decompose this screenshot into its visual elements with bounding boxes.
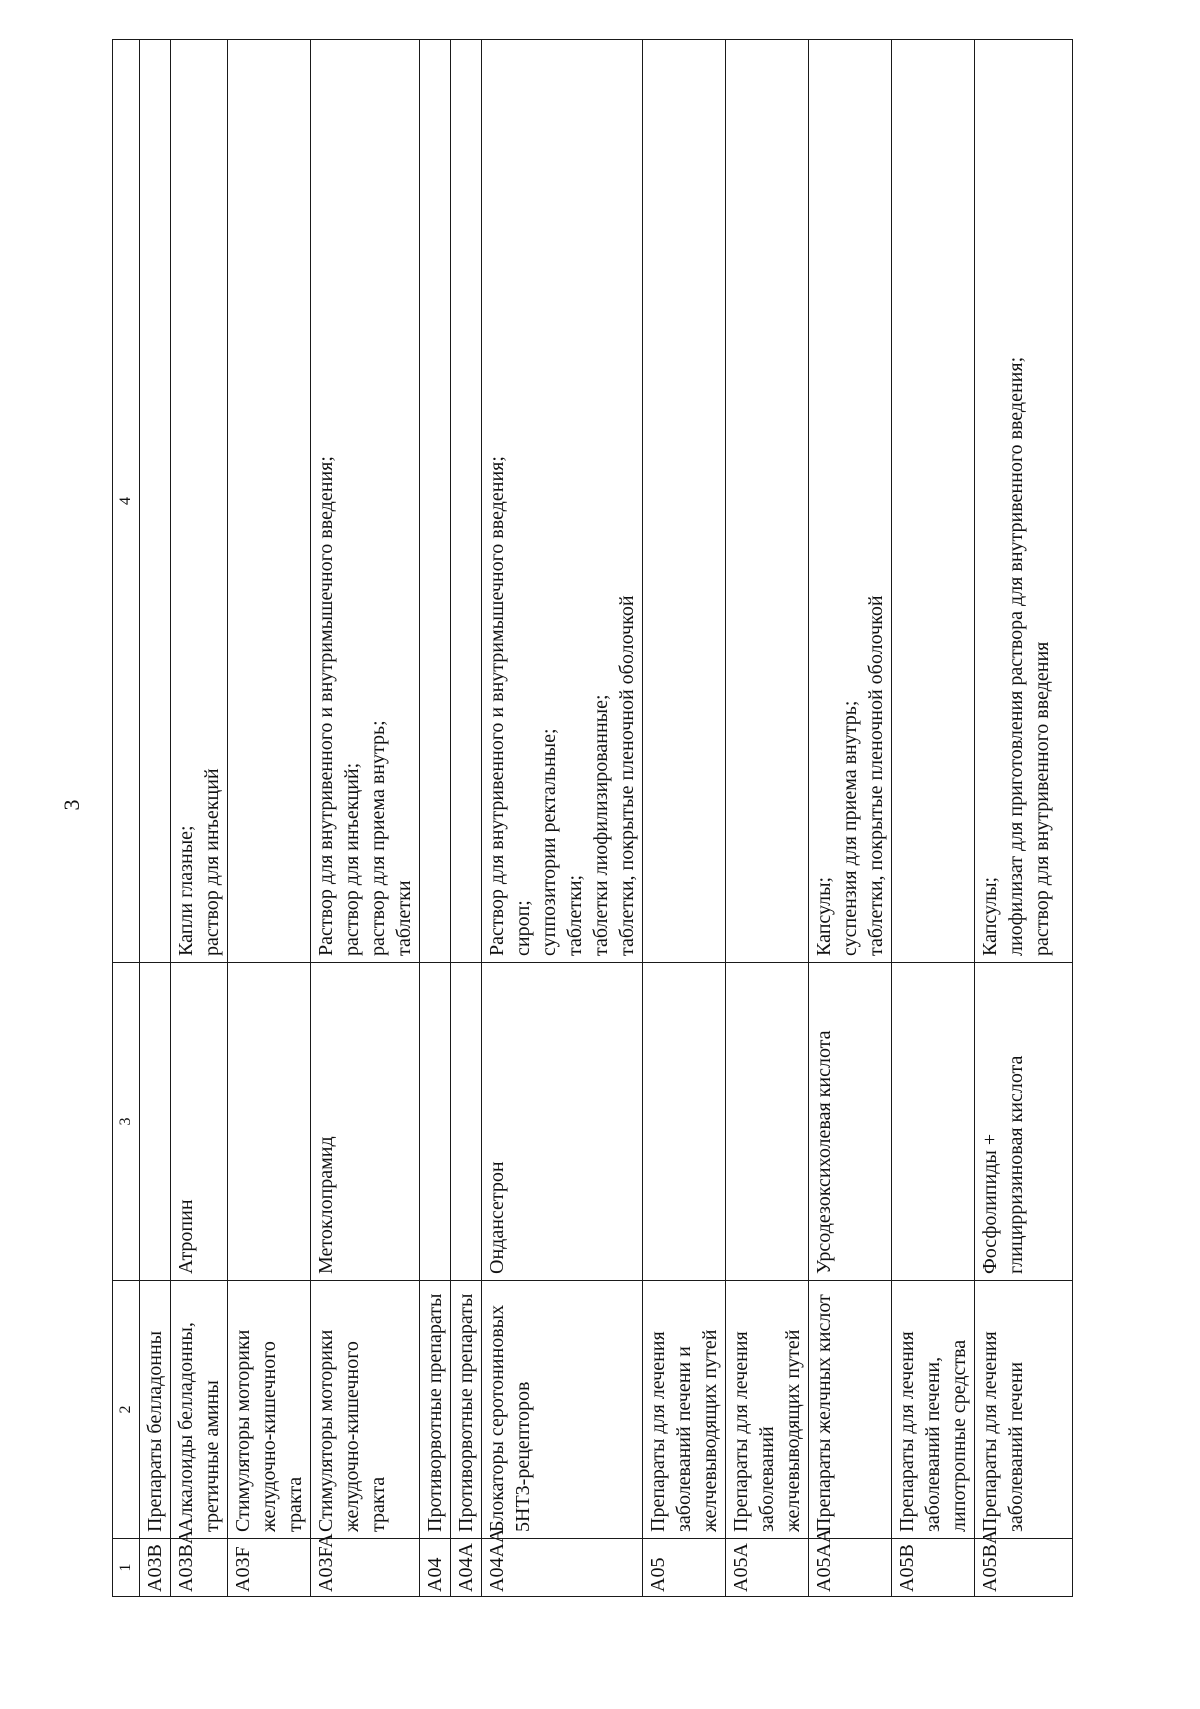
dosage-forms-cell <box>726 40 809 963</box>
group-name-cell <box>420 1281 451 1539</box>
cell-line: Раствор для внутривенного и внутримышечного введения; <box>486 456 508 956</box>
group-name-cell <box>482 1281 643 1539</box>
cell-line: желчевыводящих путей <box>699 1329 721 1532</box>
table-row <box>171 40 228 1597</box>
cell-line: липотропные средства <box>948 1339 970 1532</box>
cell-line: заболеваний печени, <box>922 1356 944 1532</box>
cell-line: тракта <box>367 1476 389 1532</box>
table-row <box>975 40 1073 1597</box>
group-name-cell <box>451 1281 482 1539</box>
substance-cell <box>171 963 228 1281</box>
atc-code-cell: A05 <box>643 1539 726 1597</box>
drug-table-container <box>112 40 1072 1597</box>
table-row <box>420 40 451 1597</box>
cell-line: Атропин <box>175 1199 197 1274</box>
table-row <box>228 40 311 1597</box>
cell-line: заболеваний печени <box>1005 1361 1027 1532</box>
table-row <box>643 40 726 1597</box>
table-row <box>451 40 482 1597</box>
cell-line: таблетки, покрытые пленочной оболочкой <box>616 595 638 956</box>
atc-code-cell: A04AA <box>482 1539 643 1597</box>
substance-cell <box>726 963 809 1281</box>
cell-line: раствор для инъекций; <box>341 762 363 956</box>
atc-code-cell: A03F <box>228 1539 311 1597</box>
cell-line: раствор для внутривенного введения <box>1031 641 1053 956</box>
atc-code-cell: A04 <box>420 1539 451 1597</box>
substance-cell <box>228 963 311 1281</box>
dosage-forms-cell <box>171 40 228 963</box>
substance-cell <box>311 963 420 1281</box>
cell-line: глицирризиновая кислота <box>1005 1055 1027 1274</box>
atc-code-cell: A05B <box>892 1539 975 1597</box>
cell-line: таблетки, покрытые пленочной оболочкой <box>865 595 887 956</box>
group-name-cell <box>140 1281 171 1539</box>
cell-line: Алкалоиды белладонны, <box>175 1322 197 1532</box>
cell-line: заболеваний <box>756 1426 778 1532</box>
cell-line: лиофилизат для приготовления раствора для внутривенного введения; <box>1005 356 1027 956</box>
table-row <box>140 40 171 1597</box>
cell-line: Фосфолипиды + <box>979 1133 1001 1274</box>
dosage-forms-cell <box>140 40 171 963</box>
cell-line: желчевыводящих путей <box>782 1329 804 1532</box>
cell-line: Препараты для лечения <box>647 1331 669 1532</box>
cell-line: 5HT3-рецепторов <box>512 1381 534 1532</box>
substance-cell <box>420 963 451 1281</box>
cell-line: раствор для инъекций <box>201 768 223 956</box>
group-name-cell <box>228 1281 311 1539</box>
substance-cell <box>451 963 482 1281</box>
cell-line: желудочно-кишечного <box>341 1341 363 1532</box>
cell-line: раствор для приема внутрь; <box>367 720 389 956</box>
substance-cell <box>140 963 171 1281</box>
cell-line: таблетки лиофилизированные; <box>590 694 612 956</box>
cell-line: Противорвотные препараты <box>455 1293 477 1532</box>
cell-line: таблетки <box>393 880 415 956</box>
cell-line: сироп; <box>512 900 534 956</box>
substance-cell <box>892 963 975 1281</box>
cell-line: Раствор для внутривенного и внутримышечного введения; <box>315 456 337 956</box>
substance-cell <box>643 963 726 1281</box>
cell-line: Блокаторы серотониновых <box>486 1304 508 1532</box>
dosage-forms-cell <box>482 40 643 963</box>
cell-line: желудочно-кишечного <box>258 1341 280 1532</box>
group-name-cell <box>809 1281 892 1539</box>
cell-line: тракта <box>284 1476 306 1532</box>
cell-line: заболеваний печени и <box>673 1346 695 1532</box>
cell-line: таблетки; <box>564 874 586 956</box>
atc-code-cell: A05A <box>726 1539 809 1597</box>
cell-line: Препараты для лечения <box>730 1331 752 1532</box>
cell-line: Ондансетрон <box>486 1161 508 1274</box>
header-row <box>113 40 140 1597</box>
group-name-cell <box>726 1281 809 1539</box>
group-name-cell <box>643 1281 726 1539</box>
table-row <box>892 40 975 1597</box>
dosage-forms-cell <box>311 40 420 963</box>
atc-code-cell: A03BA <box>171 1539 228 1597</box>
atc-code-cell: A03B <box>140 1539 171 1597</box>
dosage-forms-cell <box>892 40 975 963</box>
cell-line: суппозитории ректальные; <box>538 728 560 956</box>
cell-line: Противорвотные препараты <box>424 1293 446 1532</box>
drug-table <box>112 39 1073 1597</box>
group-name-cell <box>892 1281 975 1539</box>
atc-code-cell: A05AA <box>809 1539 892 1597</box>
table-body <box>140 40 1073 1597</box>
substance-cell <box>809 963 892 1281</box>
table-row <box>482 40 643 1597</box>
substance-cell <box>975 963 1073 1281</box>
cell-line: Стимуляторы моторики <box>315 1329 337 1532</box>
cell-line: Капсулы; <box>813 876 835 956</box>
substance-cell <box>482 963 643 1281</box>
cell-line: Стимуляторы моторики <box>232 1329 254 1532</box>
column-header: 3 <box>113 963 140 1281</box>
cell-line: Метоклопрамид <box>315 1136 337 1274</box>
cell-line: Капли глазные; <box>175 825 197 956</box>
cell-line: Препараты желчных кислот <box>813 1294 835 1532</box>
page-number: 3 <box>59 799 84 811</box>
column-header: 1 <box>113 1539 140 1597</box>
atc-code-cell: A03FA <box>311 1539 420 1597</box>
cell-line: Препараты для лечения <box>896 1331 918 1532</box>
table-row <box>809 40 892 1597</box>
cell-line: суспензия для приема внутрь; <box>839 700 861 956</box>
column-header: 4 <box>113 40 140 963</box>
table-row <box>311 40 420 1597</box>
cell-line: Препараты белладонны <box>144 1330 166 1532</box>
table-row <box>726 40 809 1597</box>
cell-line: Капсулы; <box>979 876 1001 956</box>
dosage-forms-cell <box>643 40 726 963</box>
group-name-cell <box>975 1281 1073 1539</box>
group-name-cell <box>311 1281 420 1539</box>
dosage-forms-cell <box>420 40 451 963</box>
cell-line: Препараты для лечения <box>979 1331 1001 1532</box>
atc-code-cell: A05BA <box>975 1539 1073 1597</box>
cell-line: третичные амины <box>201 1380 223 1532</box>
cell-line: Урсодезоксихолевая кислота <box>813 1030 835 1274</box>
dosage-forms-cell <box>975 40 1073 963</box>
dosage-forms-cell <box>451 40 482 963</box>
dosage-forms-cell <box>809 40 892 963</box>
atc-code-cell: A04A <box>451 1539 482 1597</box>
group-name-cell <box>171 1281 228 1539</box>
column-header: 2 <box>113 1281 140 1539</box>
dosage-forms-cell <box>228 40 311 963</box>
